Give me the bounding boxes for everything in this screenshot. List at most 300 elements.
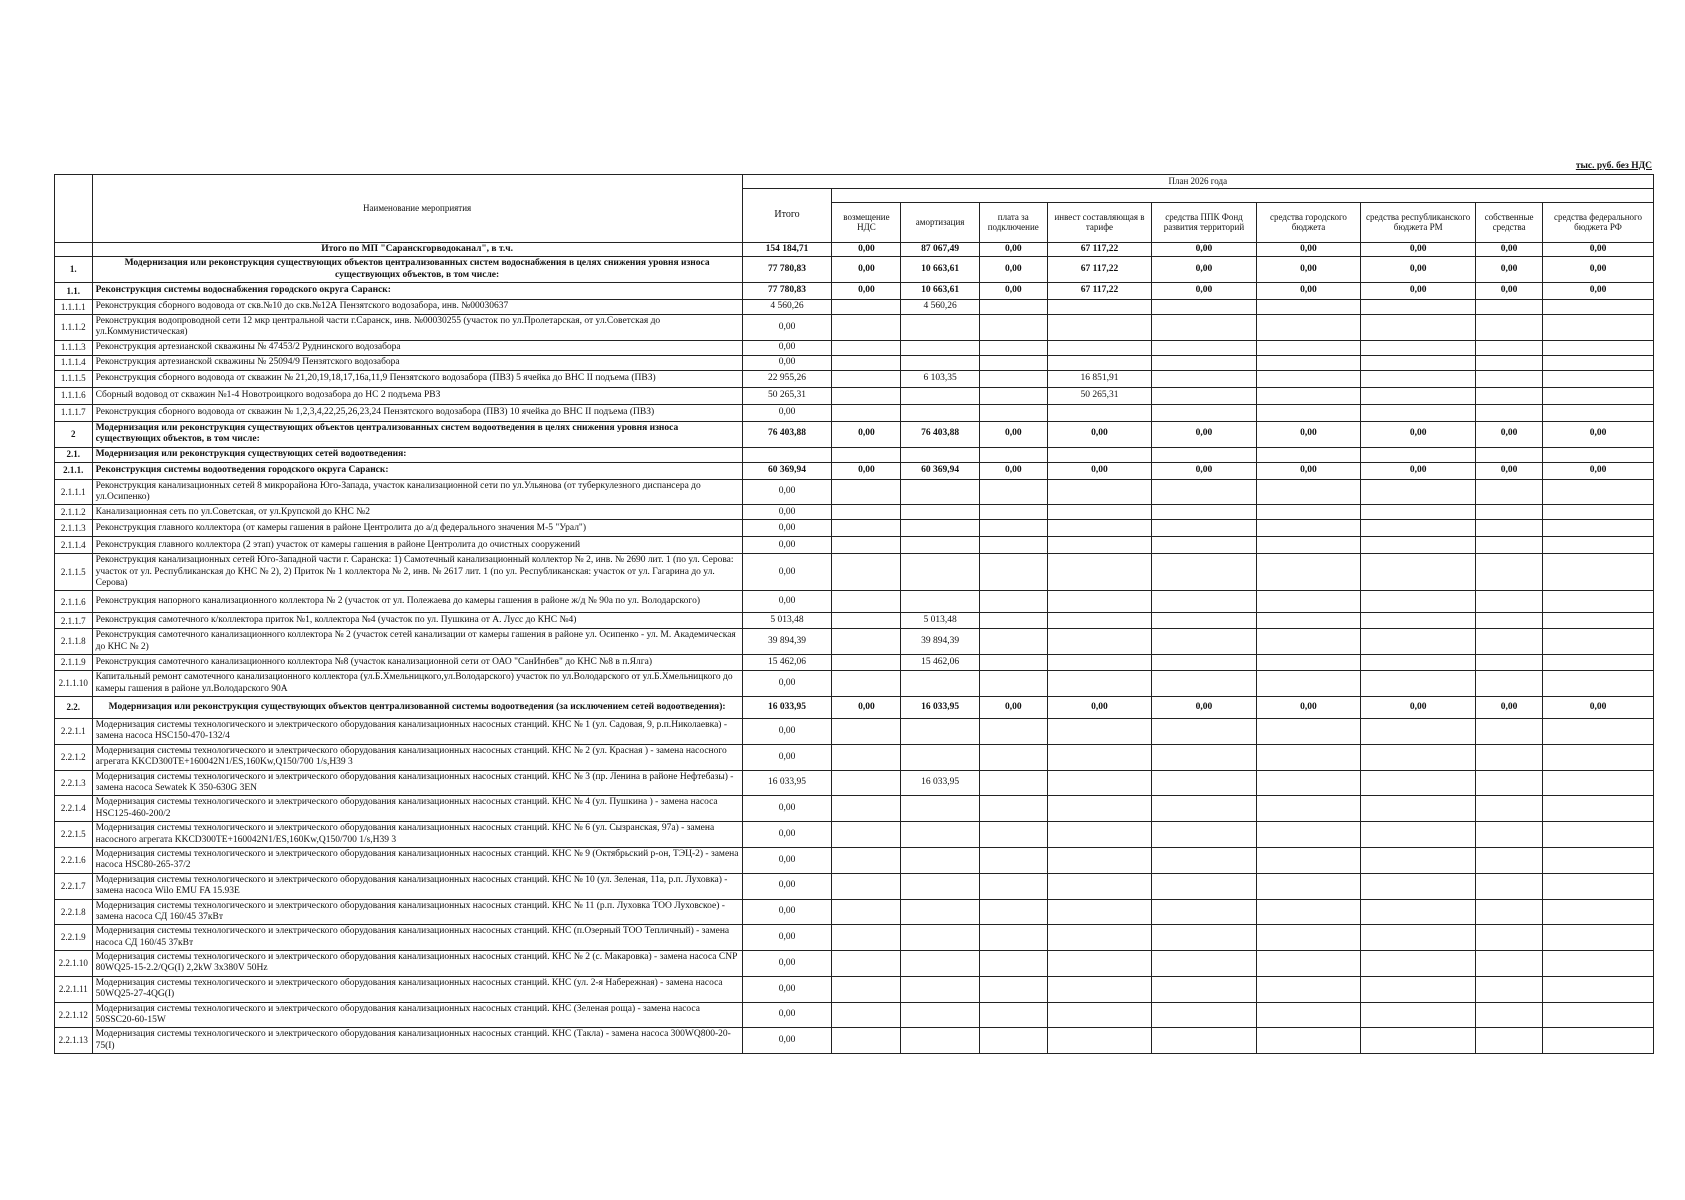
row-number: 2 <box>55 421 93 447</box>
row-number: 2.1.1.1 <box>55 479 93 505</box>
row-value: 5 013,48 <box>742 613 832 629</box>
row-name: Реконструкция самотечного канализационного коллектора № 2 (участок сетей канализации от камеры гашения в районе ул. Осипенко - ул. М. Академическая до КНС № 2) <box>92 629 742 655</box>
row-value <box>1047 314 1152 340</box>
row-value <box>1361 387 1476 404</box>
row-value: 0,00 <box>1476 282 1543 299</box>
row-value <box>901 387 979 404</box>
row-value: 0,00 <box>742 505 832 520</box>
row-value <box>1543 479 1654 505</box>
row-value: 76 403,88 <box>742 421 832 447</box>
row-number: 2.2.1.13 <box>55 1028 93 1054</box>
row-value <box>1256 479 1361 505</box>
table-row <box>55 462 1654 479</box>
row-value <box>832 899 901 925</box>
row-value <box>979 796 1047 822</box>
table-row <box>55 744 1654 770</box>
row-value <box>1476 796 1543 822</box>
row-value <box>1543 847 1654 873</box>
row-value <box>1476 505 1543 520</box>
row-value: 0,00 <box>979 697 1047 719</box>
row-number: 2.2.1.2 <box>55 744 93 770</box>
row-value <box>1152 744 1257 770</box>
row-value <box>1476 479 1543 505</box>
row-value <box>1361 370 1476 387</box>
row-value: 0,00 <box>742 591 832 613</box>
row-value <box>1361 629 1476 655</box>
row-value: 0,00 <box>742 719 832 745</box>
row-value <box>1047 925 1152 951</box>
row-value: 0,00 <box>1152 282 1257 299</box>
row-value <box>832 554 901 591</box>
header-name: Наименование мероприятия <box>92 175 742 243</box>
row-value <box>1152 340 1257 355</box>
row-name: Модернизация или реконструкция существующих сетей водоотведения: <box>92 447 742 462</box>
row-value <box>832 744 901 770</box>
row-value: 0,00 <box>1361 282 1476 299</box>
row-value <box>1476 520 1543 537</box>
row-value <box>1256 505 1361 520</box>
row-value <box>832 613 901 629</box>
row-value: 67 117,22 <box>1047 257 1152 283</box>
row-value <box>1361 613 1476 629</box>
row-value: 60 369,94 <box>742 462 832 479</box>
row-value <box>1361 822 1476 848</box>
row-name: Модернизация системы технологического и электрического оборудования канализационных насосных станций. КНС № 10 (ул. Зеленая, 11а, р.п. Луховка) - замена насоса Wilo EMU FA 15.93E <box>92 873 742 899</box>
row-value <box>1152 447 1257 462</box>
row-value <box>1152 976 1257 1002</box>
row-value: 0,00 <box>742 976 832 1002</box>
row-value <box>1047 719 1152 745</box>
row-value <box>1543 370 1654 387</box>
row-value <box>979 976 1047 1002</box>
row-name: Модернизация системы технологического и электрического оборудования канализационных насосных станций. КНС (ул. 2-я Набережная) - замена насоса 50WQ25-27-4QG(I) <box>92 976 742 1002</box>
row-value <box>979 370 1047 387</box>
row-value <box>979 340 1047 355</box>
row-value <box>1476 925 1543 951</box>
row-value: 87 067,49 <box>901 242 979 256</box>
row-name: Модернизация системы технологического и электрического оборудования канализационных насосных станций. КНС (Такла) - замена насоса 300WQ800-20-75(I) <box>92 1028 742 1054</box>
row-name: Реконструкция сборного водовода от скв.№10 до скв.№12А Пензятского водозабора, инв. №00030637 <box>92 299 742 314</box>
row-value <box>1543 873 1654 899</box>
investment-plan-table <box>54 174 1654 1054</box>
row-value <box>1361 1028 1476 1054</box>
row-name: Модернизация системы технологического и электрического оборудования канализационных насосных станций. КНС № 11 (р.п. Луховка ТОО Луховское) - замена насоса СД 160/45 37кВт <box>92 899 742 925</box>
row-value <box>1361 447 1476 462</box>
row-value <box>1361 976 1476 1002</box>
row-value <box>1361 671 1476 697</box>
row-number: 1. <box>55 257 93 283</box>
row-value: 50 265,31 <box>1047 387 1152 404</box>
row-value <box>832 719 901 745</box>
row-value: 0,00 <box>742 671 832 697</box>
row-value: 16 851,91 <box>1047 370 1152 387</box>
row-name: Реконструкция артезианской скважины № 25094/9 Пензятского водозабора <box>92 355 742 370</box>
row-value <box>1256 655 1361 671</box>
row-value <box>832 447 901 462</box>
row-value <box>979 629 1047 655</box>
row-name: Канализационная сеть по ул.Советская, от ул.Крупской до КНС №2 <box>92 505 742 520</box>
row-name: Модернизация системы технологического и электрического оборудования канализационных насосных станций. КНС (Зеленая роща) - замена насоса 50SSC20-60-15W <box>92 1002 742 1028</box>
row-value: 0,00 <box>1476 242 1543 256</box>
row-value <box>1047 671 1152 697</box>
row-value <box>1361 655 1476 671</box>
row-value <box>1256 719 1361 745</box>
row-value <box>1361 591 1476 613</box>
row-value <box>832 951 901 977</box>
row-number: 2.1.1.2 <box>55 505 93 520</box>
row-value <box>1152 404 1257 421</box>
row-name: Модернизация или реконструкция существующих объектов централизованных систем водоотведения в целях снижения уровня износа существующих объектов, в том числе: <box>92 421 742 447</box>
row-value <box>901 505 979 520</box>
table-row <box>55 257 1654 283</box>
row-value: 0,00 <box>1256 282 1361 299</box>
row-value <box>1152 822 1257 848</box>
table-row <box>55 355 1654 370</box>
row-value: 0,00 <box>979 282 1047 299</box>
table-row <box>55 613 1654 629</box>
row-value <box>1543 629 1654 655</box>
row-number: 2.2.1.12 <box>55 1002 93 1028</box>
table-row <box>55 671 1654 697</box>
row-value <box>1047 299 1152 314</box>
row-value <box>1361 899 1476 925</box>
row-name: Реконструкция самотечного к/коллектора приток №1, коллектора №4 (участок по ул. Пушкина от А. Лусс до КНС №4) <box>92 613 742 629</box>
row-value <box>1361 537 1476 554</box>
row-value: 67 117,22 <box>1047 282 1152 299</box>
row-value <box>1543 447 1654 462</box>
row-value <box>979 299 1047 314</box>
row-value <box>1476 744 1543 770</box>
row-value <box>1476 719 1543 745</box>
row-number: 2.1.1.8 <box>55 629 93 655</box>
row-value <box>1152 537 1257 554</box>
row-value <box>1256 299 1361 314</box>
row-value <box>1047 976 1152 1002</box>
row-value <box>979 847 1047 873</box>
row-value <box>1152 1002 1257 1028</box>
row-value: 0,00 <box>742 314 832 340</box>
row-value <box>832 822 901 848</box>
row-name: Модернизация системы технологического и электрического оборудования канализационных насосных станций. КНС (п.Озерный ТОО Тепличный) - замена насоса СД 160/45 37кВт <box>92 925 742 951</box>
header-plan: План 2026 года <box>742 175 1653 189</box>
row-value <box>832 976 901 1002</box>
row-value <box>901 1028 979 1054</box>
row-value <box>1152 899 1257 925</box>
row-value <box>1256 404 1361 421</box>
table-row <box>55 719 1654 745</box>
row-value <box>901 671 979 697</box>
row-name: Реконструкция самотечного канализационного коллектора №8 (участок канализационной сети от ОАО "СанИнбев" до КНС №8 в п.Ялга) <box>92 655 742 671</box>
row-number: 2.2.1.1 <box>55 719 93 745</box>
row-number: 2.1.1.5 <box>55 554 93 591</box>
row-number: 2.2. <box>55 697 93 719</box>
row-value <box>901 796 979 822</box>
row-value <box>832 520 901 537</box>
row-value <box>1047 520 1152 537</box>
row-value <box>1476 613 1543 629</box>
row-value <box>1543 655 1654 671</box>
row-value <box>1361 554 1476 591</box>
row-value: 0,00 <box>1361 697 1476 719</box>
header-col: инвест составляющая в тарифе <box>1047 202 1152 242</box>
table-row <box>55 370 1654 387</box>
row-name: Реконструкция главного коллектора (2 этап) участок от камеры гашения в районе Центролита до очистных сооружений <box>92 537 742 554</box>
row-value: 0,00 <box>1152 421 1257 447</box>
row-value <box>1047 951 1152 977</box>
row-number: 2.2.1.4 <box>55 796 93 822</box>
row-value: 77 780,83 <box>742 257 832 283</box>
row-value <box>1361 520 1476 537</box>
row-value <box>1476 554 1543 591</box>
table-row <box>55 447 1654 462</box>
row-value <box>1476 314 1543 340</box>
row-value: 0,00 <box>832 421 901 447</box>
row-value <box>1543 796 1654 822</box>
header-col: средства городского бюджета <box>1256 202 1361 242</box>
row-number <box>55 242 93 256</box>
row-number: 1.1.1.2 <box>55 314 93 340</box>
row-value <box>1047 822 1152 848</box>
row-value: 15 462,06 <box>742 655 832 671</box>
row-value <box>979 613 1047 629</box>
header-col: амортизация <box>901 202 979 242</box>
row-value: 16 033,95 <box>742 697 832 719</box>
table-row <box>55 520 1654 537</box>
row-value: 0,00 <box>1543 697 1654 719</box>
row-value <box>1361 355 1476 370</box>
table-row <box>55 537 1654 554</box>
row-value <box>1361 719 1476 745</box>
row-value: 0,00 <box>1543 257 1654 283</box>
row-value: 0,00 <box>1361 257 1476 283</box>
row-value: 0,00 <box>1152 257 1257 283</box>
table-row <box>55 554 1654 591</box>
row-value <box>1543 591 1654 613</box>
table-row <box>55 314 1654 340</box>
row-value <box>1047 847 1152 873</box>
row-value <box>979 404 1047 421</box>
row-value <box>1543 314 1654 340</box>
row-value <box>979 899 1047 925</box>
table-row <box>55 655 1654 671</box>
header-col: средства ППК Фонд развития территорий <box>1152 202 1257 242</box>
row-value <box>1543 719 1654 745</box>
row-value: 0,00 <box>742 479 832 505</box>
table-header <box>55 175 1654 243</box>
row-value <box>979 314 1047 340</box>
row-value <box>1476 299 1543 314</box>
row-value <box>1152 387 1257 404</box>
row-value <box>832 537 901 554</box>
row-value: 154 184,71 <box>742 242 832 256</box>
row-value <box>1476 387 1543 404</box>
row-value <box>901 976 979 1002</box>
header-sources-spacer <box>832 188 1654 202</box>
row-value: 0,00 <box>1543 421 1654 447</box>
row-value <box>1543 822 1654 848</box>
row-value <box>901 591 979 613</box>
row-value <box>832 505 901 520</box>
row-name: Капитальный ремонт самотечного канализационного коллектора (ул.Б.Хмельницкого,ул.Володарского) участок по ул.Володарского от ул.Б.Хмельницкого до камеры гашения в районе ул.Володарского 90А <box>92 671 742 697</box>
row-value <box>1047 1028 1152 1054</box>
row-value <box>1256 520 1361 537</box>
row-value: 0,00 <box>1256 242 1361 256</box>
row-value <box>1152 719 1257 745</box>
row-value <box>1256 847 1361 873</box>
header-num <box>55 175 93 243</box>
row-value: 0,00 <box>979 462 1047 479</box>
row-value <box>1543 505 1654 520</box>
row-value <box>901 520 979 537</box>
row-value <box>1256 925 1361 951</box>
row-value <box>1543 671 1654 697</box>
row-value <box>901 537 979 554</box>
row-value <box>979 355 1047 370</box>
table-row <box>55 796 1654 822</box>
row-value: 22 955,26 <box>742 370 832 387</box>
row-value: 0,00 <box>979 242 1047 256</box>
row-value <box>832 387 901 404</box>
table-row <box>55 479 1654 505</box>
row-value <box>1256 591 1361 613</box>
row-value: 0,00 <box>742 340 832 355</box>
header-col-total: Итого <box>742 188 832 242</box>
row-number: 1.1. <box>55 282 93 299</box>
row-value: 6 103,35 <box>901 370 979 387</box>
row-value <box>979 520 1047 537</box>
row-value: 0,00 <box>1476 421 1543 447</box>
row-value: 0,00 <box>832 282 901 299</box>
row-value <box>1361 505 1476 520</box>
row-value <box>1476 873 1543 899</box>
row-number: 2.1.1.7 <box>55 613 93 629</box>
row-value <box>901 355 979 370</box>
row-value <box>1256 554 1361 591</box>
row-name: Модернизация или реконструкция существующих объектов централизованной системы водоотведения (за исключением сетей водоотведения): <box>92 697 742 719</box>
row-value <box>1361 744 1476 770</box>
row-value <box>1476 770 1543 796</box>
row-number: 2.1.1.9 <box>55 655 93 671</box>
row-value <box>1361 925 1476 951</box>
row-name: Модернизация системы технологического и электрического оборудования канализационных насосных станций. КНС № 2 (с. Макаровка) - замена насоса CNP 80WQ25-15-2.2/QG(I) 2,2kW 3x380V 50Hz <box>92 951 742 977</box>
row-value: 0,00 <box>832 462 901 479</box>
row-value: 0,00 <box>1543 242 1654 256</box>
row-value: 0,00 <box>1543 462 1654 479</box>
row-value <box>1256 744 1361 770</box>
row-value <box>1152 671 1257 697</box>
row-value <box>1152 925 1257 951</box>
row-value <box>1256 976 1361 1002</box>
row-value: 0,00 <box>1152 697 1257 719</box>
row-value <box>1047 899 1152 925</box>
row-value <box>901 340 979 355</box>
row-value: 0,00 <box>1543 282 1654 299</box>
row-value <box>979 655 1047 671</box>
header-col: средства республиканского бюджета РМ <box>1361 202 1476 242</box>
row-value: 0,00 <box>1047 697 1152 719</box>
row-value <box>1476 629 1543 655</box>
row-value <box>1047 537 1152 554</box>
header-col: средства федерального бюджета РФ <box>1543 202 1654 242</box>
row-value <box>1256 1028 1361 1054</box>
row-value: 0,00 <box>1047 462 1152 479</box>
row-name: Реконструкция артезианской скважины № 47453/2 Руднинского водозабора <box>92 340 742 355</box>
row-number: 2.1.1. <box>55 462 93 479</box>
row-value <box>1047 340 1152 355</box>
row-value <box>1256 355 1361 370</box>
row-name: Модернизация системы технологического и электрического оборудования канализационных насосных станций. КНС № 1 (ул. Садовая, 9, р.п.Николаевка) - замена насоса HSC150-470-132/4 <box>92 719 742 745</box>
row-value <box>1543 925 1654 951</box>
row-value <box>1047 613 1152 629</box>
row-value <box>979 537 1047 554</box>
row-name: Реконструкция напорного канализационного коллектора № 2 (участок от ул. Полежаева до камеры гашения в районе ж/д № 90а по ул. Володарского) <box>92 591 742 613</box>
row-value: 0,00 <box>742 951 832 977</box>
row-value: 0,00 <box>1476 257 1543 283</box>
row-value <box>1047 1002 1152 1028</box>
row-value <box>901 822 979 848</box>
row-value <box>1152 355 1257 370</box>
row-value: 0,00 <box>742 899 832 925</box>
row-number: 2.2.1.3 <box>55 770 93 796</box>
row-value <box>1476 671 1543 697</box>
row-value <box>1543 1002 1654 1028</box>
row-name: Реконструкция сбоpного водовода от скважин № 21,20,19,18,17,16а,11,9 Пензятского водозабора (ПВЗ) 5 ячейка до ВНС II подъема (ПВЗ) <box>92 370 742 387</box>
row-value <box>901 447 979 462</box>
row-name: Реконструкция канализационных сетей Юго-Западной части г. Саранска: 1) Самотечный канализационный коллектор № 2, инв. № 2690 лит. 1 (по ул. Серова: участок от ул. Республиканская до КНС № 2), 2) Приток № 1 коллектора № 2, инв. № 2617 лит. 1 (по ул. Республиканская: участок от ул. Гагарина до ул. Серова) <box>92 554 742 591</box>
row-value <box>1476 655 1543 671</box>
row-value <box>1543 537 1654 554</box>
table-row <box>55 404 1654 421</box>
row-value <box>1152 629 1257 655</box>
row-value <box>1543 554 1654 591</box>
row-value: 0,00 <box>742 520 832 537</box>
row-value <box>832 591 901 613</box>
row-value <box>1256 899 1361 925</box>
row-value: 0,00 <box>1047 421 1152 447</box>
row-value <box>1543 744 1654 770</box>
row-value <box>1543 299 1654 314</box>
row-value <box>901 554 979 591</box>
row-value: 10 663,61 <box>901 282 979 299</box>
row-value: 67 117,22 <box>1047 242 1152 256</box>
table-row <box>55 1028 1654 1054</box>
row-number: 1.1.1.5 <box>55 370 93 387</box>
row-value: 16 033,95 <box>742 770 832 796</box>
row-value <box>832 770 901 796</box>
row-number: 1.1.1.1 <box>55 299 93 314</box>
row-value <box>1256 314 1361 340</box>
row-value <box>1543 355 1654 370</box>
row-value <box>1152 370 1257 387</box>
table-row <box>55 505 1654 520</box>
row-name: Реконструкция главного коллектора (от камеры гашения в районе Центролита до а/д федерального значения М-5 "Урал") <box>92 520 742 537</box>
row-value <box>979 671 1047 697</box>
row-name: Реконструкция системы водоотведения городского округа Саранск: <box>92 462 742 479</box>
row-number: 2.1.1.10 <box>55 671 93 697</box>
row-value <box>901 951 979 977</box>
row-value <box>832 796 901 822</box>
units-note: тыс. руб. без НДС <box>1575 161 1652 171</box>
row-number: 2.2.1.8 <box>55 899 93 925</box>
row-value <box>1152 613 1257 629</box>
row-value: 76 403,88 <box>901 421 979 447</box>
row-value <box>1256 537 1361 554</box>
row-value <box>1361 479 1476 505</box>
row-value: 0,00 <box>742 873 832 899</box>
row-value <box>1152 951 1257 977</box>
row-value <box>1256 613 1361 629</box>
row-value <box>1256 796 1361 822</box>
